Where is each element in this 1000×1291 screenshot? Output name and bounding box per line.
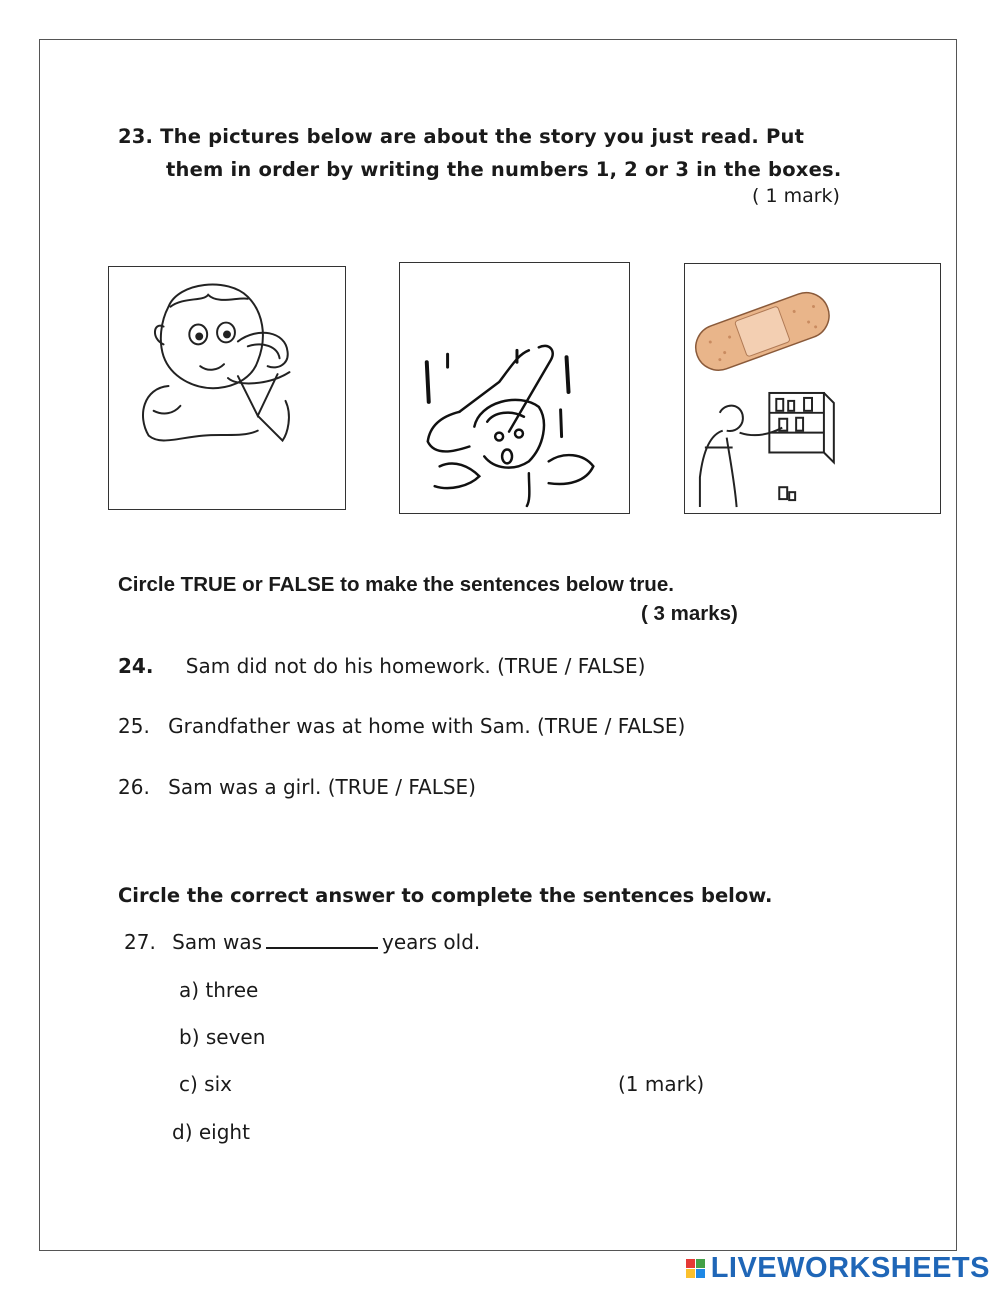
question-27-mark: (1 mark) (618, 1072, 705, 1096)
option-c[interactable]: c) six (179, 1072, 232, 1096)
question-25-number: 25. (118, 714, 150, 738)
option-d[interactable]: d) eight (172, 1120, 250, 1144)
question-25-text[interactable]: Grandfather was at home with Sam. (TRUE / FALSE) (168, 714, 686, 738)
boy-eating-ice-cream-icon (109, 267, 345, 509)
question-24 (118, 654, 645, 678)
question-25 (118, 714, 685, 738)
multiple-choice-instruction: Circle the correct answer to complete the sentences below. (118, 884, 773, 907)
question-23-line-1: 23. The pictures below are about the story you just read. Put (118, 125, 805, 148)
picture-box-1[interactable] (108, 266, 346, 510)
answer-blank[interactable] (266, 945, 378, 949)
question-24-number: 24. (118, 654, 154, 678)
true-false-instruction: Circle TRUE or FALSE to make the sentences below true. (118, 573, 674, 596)
question-26 (118, 775, 476, 799)
question-23-mark: ( 1 mark) (752, 185, 840, 207)
question-26-text[interactable]: Sam was a girl. (TRUE / FALSE) (168, 775, 476, 799)
question-27-after: years old. (382, 930, 481, 954)
bandage-and-medicine-cabinet-icon (685, 264, 940, 513)
liveworksheets-logo-icon (686, 1259, 705, 1278)
question-27 (124, 930, 480, 954)
question-27-before: Sam was (172, 930, 262, 954)
brand-name: LIVEWORKSHEETS (710, 1252, 990, 1284)
boy-falling-icon (400, 263, 629, 513)
true-false-marks: ( 3 marks) (641, 602, 738, 625)
option-a[interactable]: a) three (179, 978, 259, 1002)
worksheet-border (39, 39, 957, 1251)
picture-box-2[interactable] (399, 262, 630, 514)
question-24-text[interactable]: Sam did not do his homework. (TRUE / FALSE) (185, 654, 646, 678)
picture-box-3[interactable] (684, 263, 941, 514)
question-27-number: 27. (124, 930, 156, 954)
question-26-number: 26. (118, 775, 150, 799)
footer-logo[interactable] (686, 1252, 990, 1285)
question-23-line-2: them in order by writing the numbers 1, 2 or 3 in the boxes. (166, 158, 842, 181)
question-23 (118, 120, 841, 186)
option-b[interactable]: b) seven (179, 1025, 266, 1049)
